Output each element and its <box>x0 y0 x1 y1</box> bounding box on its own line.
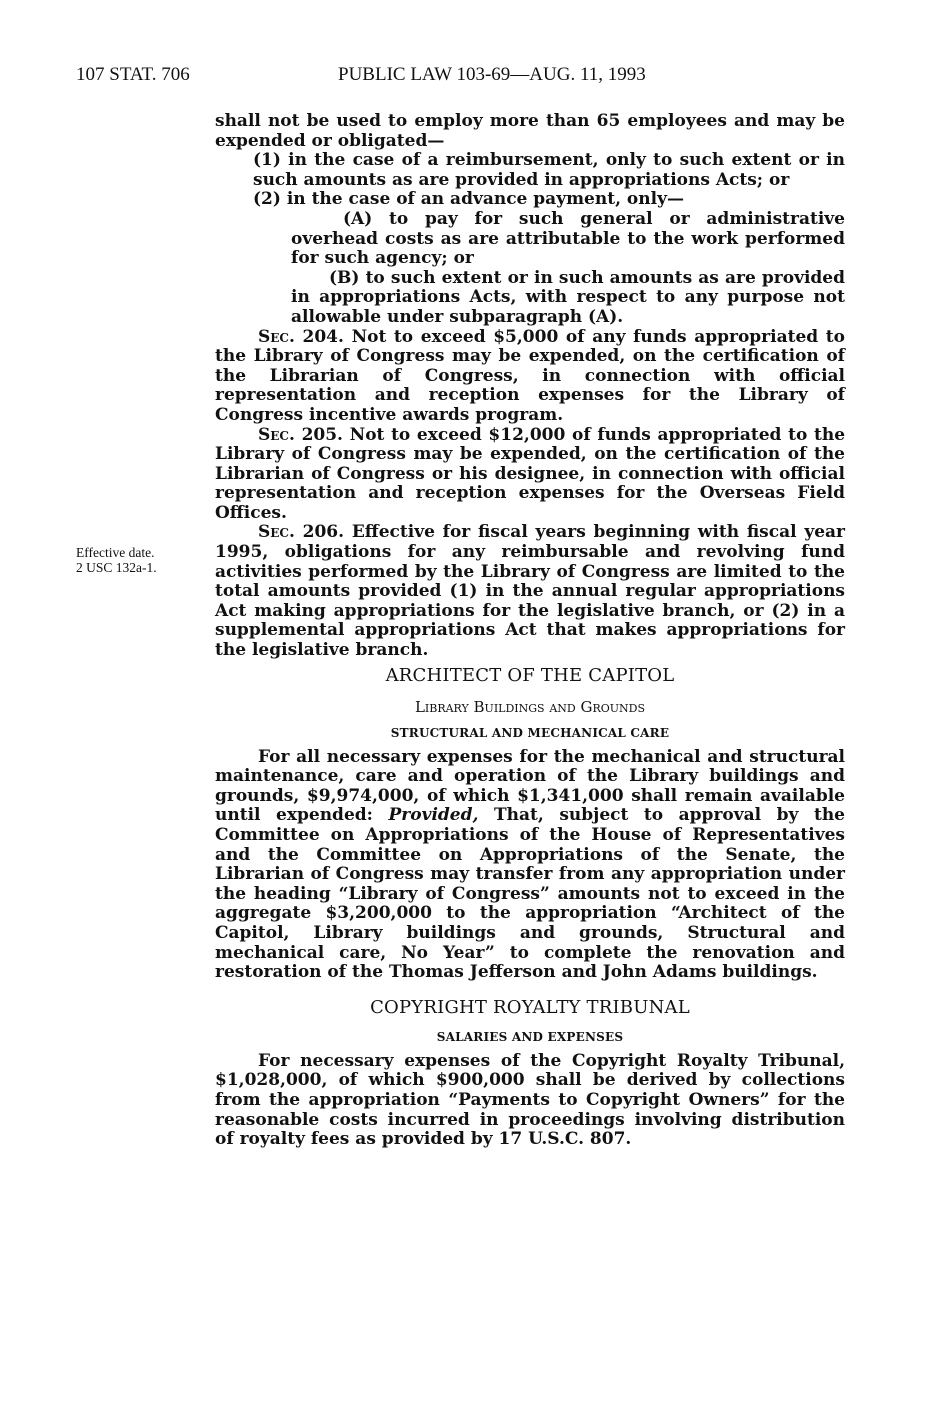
section-206 <box>215 523 845 660</box>
heading-library-buildings-and-grounds: Library Buildings and Grounds <box>414 697 646 716</box>
statute-page-number: 107 STAT. 706 <box>76 64 190 85</box>
paragraph-subitem-b: (B) to such extent or in such amounts as are provided in appropriations Acts, with respect to any purpose not allowable under subparagraph (A). <box>291 267 845 327</box>
heading-architect-of-the-capitol: ARCHITECT OF THE CAPITOL <box>385 664 675 686</box>
copyright-tribunal-paragraph: For necessary expenses of the Copyright Royalty Tribunal, $1,028,000, of which $900,000 shall be derived by collections from the appropriation “Payments to Copyright Owners” for the reasonable costs incurred in proceedings involving distribution of royalty fees as provided by 17 U.S.C. 807. <box>215 1050 845 1150</box>
section-205-label: Sec. 205. <box>258 424 343 445</box>
structural-care-paragraph <box>215 748 845 983</box>
page-header <box>76 64 856 94</box>
section-206-text: Effective for fiscal years beginning with fiscal year 1995, obligations for any reimbursable and revolving fund activities performed by the Library of Congress are limited to the total amounts provided (1) in the annual regular appropriations Act making appropriations for the legislative branch, or (2) in a supplemental appropriations Act that makes appropriations for the legislative branch. <box>215 522 845 661</box>
paragraph-subitem-a: (A) to pay for such general or administrative overhead costs as are attributable to the work performed for such agency; or <box>291 208 845 269</box>
paragraph-continuation: shall not be used to employ more than 65 employees and may be expended or obligated— <box>215 111 845 151</box>
section-204 <box>215 328 845 426</box>
section-206-label: Sec. 206. <box>258 522 345 543</box>
provided-term: Provided, <box>388 805 479 826</box>
paragraph-item-2: (2) in the case of an advance payment, only— <box>253 189 684 210</box>
public-law-title: PUBLIC LAW 103-69—AUG. 11, 1993 <box>338 64 646 85</box>
margin-note-effective-date: Effective date. <box>76 545 155 560</box>
section-204-text: Not to exceed $5,000 of any funds appropriated to the Library of Congress may be expended, on the certification of the Librarian of Congress, in connection with official representation and reception expenses for the Library of Congress incentive awards program. <box>215 326 845 425</box>
section-204-label: Sec. 204. <box>258 326 344 347</box>
body-text <box>215 112 845 1150</box>
margin-note <box>76 545 206 575</box>
heading-structural-and-mechanical-care: STRUCTURAL AND MECHANICAL CARE <box>390 725 670 740</box>
margin-note-usc-citation: 2 USC 132a-1. <box>76 560 157 575</box>
paragraph-item-1: (1) in the case of a reimbursement, only to such extent or in such amounts as are provided in appropriations Acts; or <box>253 150 845 190</box>
section-205-text: Not to exceed $12,000 of funds appropriated to the Library of Congress may be expended, on the certification of the Librarian of Congress or his designee, in connection with official representation and reception expenses for the Overseas Field Offices. <box>215 424 846 523</box>
structural-care-text-2: That, subject to approval by the Committee on Appropriations of the House of Representatives and the Committee on Appropriations of the Senate, the Librarian of Congress may transfer from any appropriation under the heading “Library of Congress” amounts not to exceed in the aggregate $3,200,000 to the appropriation “Architect of the Capitol, Library buildings and grounds, Structural and mechanical care, No Year” to complete the renovation and restoration of the Thomas Jefferson and John Adams buildings. <box>215 805 845 983</box>
structural-care-text-1: For all necessary expenses for the mechanical and structural maintenance, care and operation of the Library buildings and grounds, $9,974,000, of which $1,341,000 shall remain available until expended: <box>215 746 845 826</box>
heading-salaries-and-expenses: SALARIES AND EXPENSES <box>436 1029 624 1044</box>
heading-copyright-royalty-tribunal: COPYRIGHT ROYALTY TRIBUNAL <box>370 996 690 1018</box>
section-205 <box>215 426 845 524</box>
